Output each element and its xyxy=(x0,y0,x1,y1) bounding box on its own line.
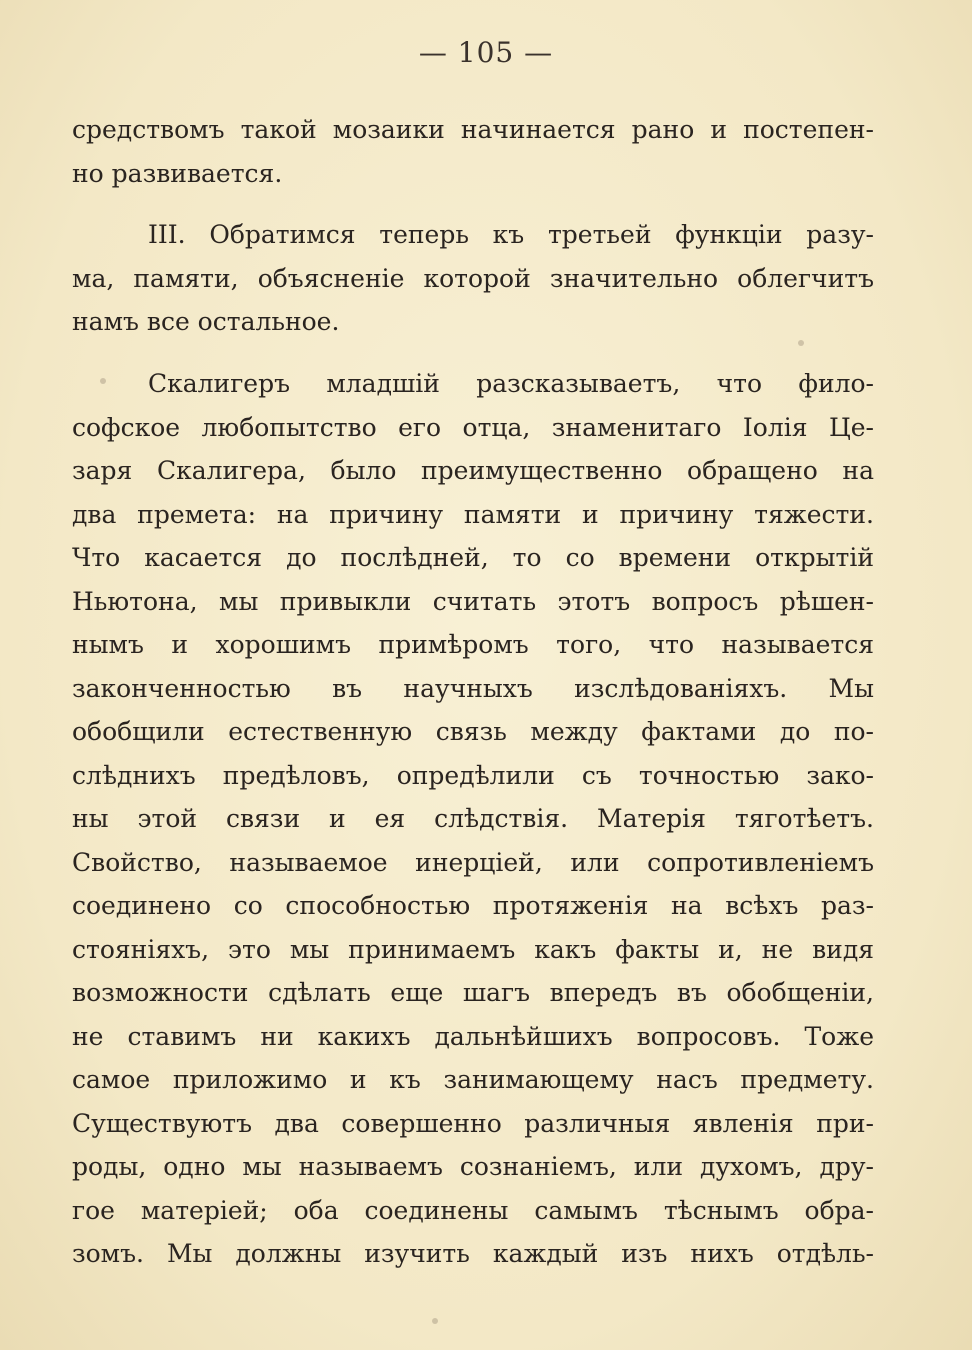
paragraph-2 xyxy=(72,213,874,344)
paragraph-3 xyxy=(72,362,874,1276)
text-line: два премета: на причину памяти и причину тяжести. xyxy=(72,499,874,529)
text-line: роды, одно мы называемъ сознаніемъ, или духомъ, дру- xyxy=(72,1152,874,1181)
text-line: стояніяхъ, это мы принимаемъ какъ факты и, не видя xyxy=(72,934,874,964)
text-line: Существуютъ два совершенно различныя явленія при- xyxy=(72,1108,874,1138)
text-line: ны этой связи и ея слѣдствія. Матерія тяготѣетъ. xyxy=(72,804,874,833)
ink-speck xyxy=(798,340,804,346)
ink-speck xyxy=(432,1318,438,1324)
text-line: Скалигеръ младшій разсказываетъ, что фило- xyxy=(148,369,874,398)
text-line: обобщили естественную связь между фактами до по- xyxy=(72,717,874,746)
text-line: III. Обратимся теперь къ третьей функціи разу- xyxy=(148,220,874,249)
text-line: Что касается до послѣдней, то со времени открытій xyxy=(72,543,874,572)
text-line: возможности сдѣлать еще шагъ впередъ въ обобщеніи, xyxy=(72,978,874,1007)
page-number: — 105 — xyxy=(418,36,554,69)
ink-speck xyxy=(100,378,106,384)
text-line: гое матеріей; оба соединены самымъ тѣснымъ обра- xyxy=(72,1195,874,1225)
text-line: софское любопытство его отца, знаменитаго Іолія Це- xyxy=(72,412,874,442)
text-line: не ставимъ ни какихъ дальнѣйшихъ вопросовъ. Тоже xyxy=(72,1021,874,1051)
text-line: ма, памяти, объясненіе которой значительно облегчитъ xyxy=(72,263,874,293)
text-line: соединено со способностью протяженія на всѣхъ раз- xyxy=(72,891,874,920)
text-line: зомъ. Мы должны изучить каждый изъ нихъ отдѣль- xyxy=(72,1239,874,1268)
text-line: Свойство, называемое инерціей, или сопротивленіемъ xyxy=(72,847,874,877)
text-line: слѣднихъ предѣловъ, опредѣлили съ точностью зако- xyxy=(72,760,874,790)
text-line: заря Скалигера, было преимущественно обращено на xyxy=(72,456,874,485)
text-line: законченностью въ научныхъ изслѣдованіяхъ. Мы xyxy=(72,673,874,703)
paragraph-1 xyxy=(72,108,874,195)
text-line: Ньютона, мы привыкли считать этотъ вопросъ рѣшен- xyxy=(72,586,874,616)
text-line: намъ все остальное. xyxy=(72,307,340,336)
text-line: самое приложимо и къ занимающему насъ предмету. xyxy=(72,1065,874,1094)
text-line: нымъ и хорошимъ примѣромъ того, что называется xyxy=(72,630,874,659)
text-line: средствомъ такой мозаики начинается рано и постепен- xyxy=(72,115,874,144)
text-line: но развивается. xyxy=(72,158,283,188)
